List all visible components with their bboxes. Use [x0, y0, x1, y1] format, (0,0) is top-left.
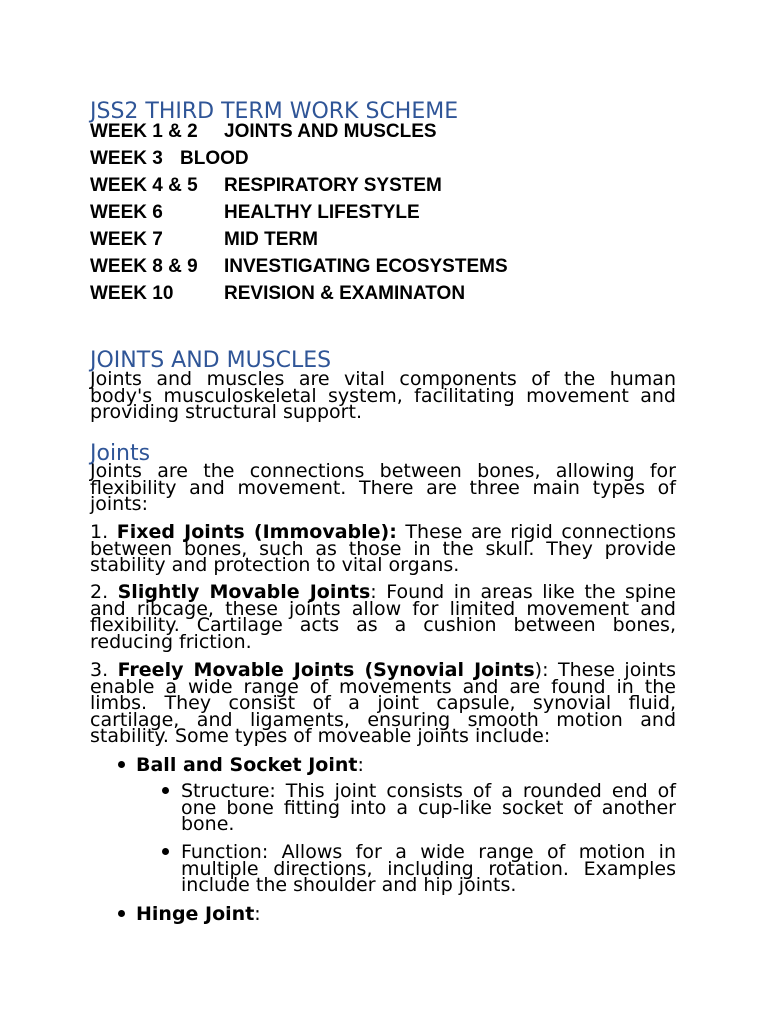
bullet-term: Hinge Joint	[136, 903, 255, 925]
item-number: 1.	[90, 521, 117, 543]
item-term: Freely Movable Joints (Synovial Joints	[117, 659, 535, 681]
week-topic: MID TERM	[224, 229, 318, 250]
week-label: WEEK 1 & 2	[90, 121, 198, 142]
sub-bullet-structure: Structure: This joint consists of a rounded end of one bone fitting into a cup-like socket of another bone.	[181, 780, 676, 835]
week-label: WEEK 7	[90, 229, 163, 250]
bullet-item	[136, 903, 261, 925]
bullet-suffix: :	[254, 903, 261, 925]
bullet-item	[136, 754, 364, 776]
scheme-title: JSS2 THIRD TERM WORK SCHEME	[90, 99, 459, 124]
item-term: Fixed Joints (Immovable):	[116, 521, 397, 543]
week-topic: HEALTHY LIFESTYLE	[224, 202, 420, 223]
sub-bullet-function: Function: Allows for a wide range of motion in multiple directions, including rotation. Examples include the shoulder and hip joints.	[181, 841, 676, 896]
item-text: ): These joints enable a wide range of movements and are found in the limbs. They consist of a joint capsule, synovial fluid, cartilage, and ligaments, ensuring smooth motion and stability. Some types of moveable joints include:	[90, 659, 676, 747]
week-topic: BLOOD	[180, 148, 249, 169]
bullet-term: Ball and Socket Joint	[136, 754, 358, 776]
joint-type-item	[90, 521, 677, 576]
week-topic: REVISION & EXAMINATON	[224, 283, 466, 304]
joint-type-item	[90, 659, 676, 747]
week-topic: INVESTIGATING ECOSYSTEMS	[224, 256, 508, 277]
section-heading-joints: Joints	[90, 441, 151, 466]
week-topic: RESPIRATORY SYSTEM	[224, 175, 442, 196]
section-heading-joints-muscles: JOINTS AND MUSCLES	[90, 348, 332, 373]
week-label: WEEK 6	[90, 202, 163, 223]
item-number: 2.	[90, 581, 118, 603]
bullet-suffix: :	[357, 754, 364, 776]
bullet-icon	[118, 910, 125, 917]
week-label: WEEK 10	[90, 283, 174, 304]
sub-bullet-icon	[162, 848, 169, 855]
joint-type-item	[90, 581, 676, 653]
week-label: WEEK 3	[90, 148, 163, 169]
week-label: WEEK 8 & 9	[90, 256, 198, 277]
sub-bullet-icon	[162, 787, 169, 794]
week-label: WEEK 4 & 5	[90, 175, 198, 196]
bullet-icon	[118, 761, 125, 768]
week-topic: JOINTS AND MUSCLES	[224, 121, 437, 142]
item-number: 3.	[90, 659, 118, 681]
paragraph-intro: Joints and muscles are vital components of the human body's musculoskeletal system, facilitating movement and providing structural support.	[90, 368, 676, 423]
item-term: Slightly Movable Joints	[117, 581, 371, 603]
item-text: These are rigid connections between bones, such as those in the skull. They provide stability and protection to vital organs.	[90, 521, 677, 576]
item-text: : Found in areas like the spine and ribcage, these joints allow for limited movement and flexibility. Cartilage acts as a cushion between bones, reducing friction.	[90, 581, 676, 653]
paragraph-joints-intro: Joints are the connections between bones, allowing for flexibility and movement. There are three main types of joints:	[90, 460, 676, 515]
